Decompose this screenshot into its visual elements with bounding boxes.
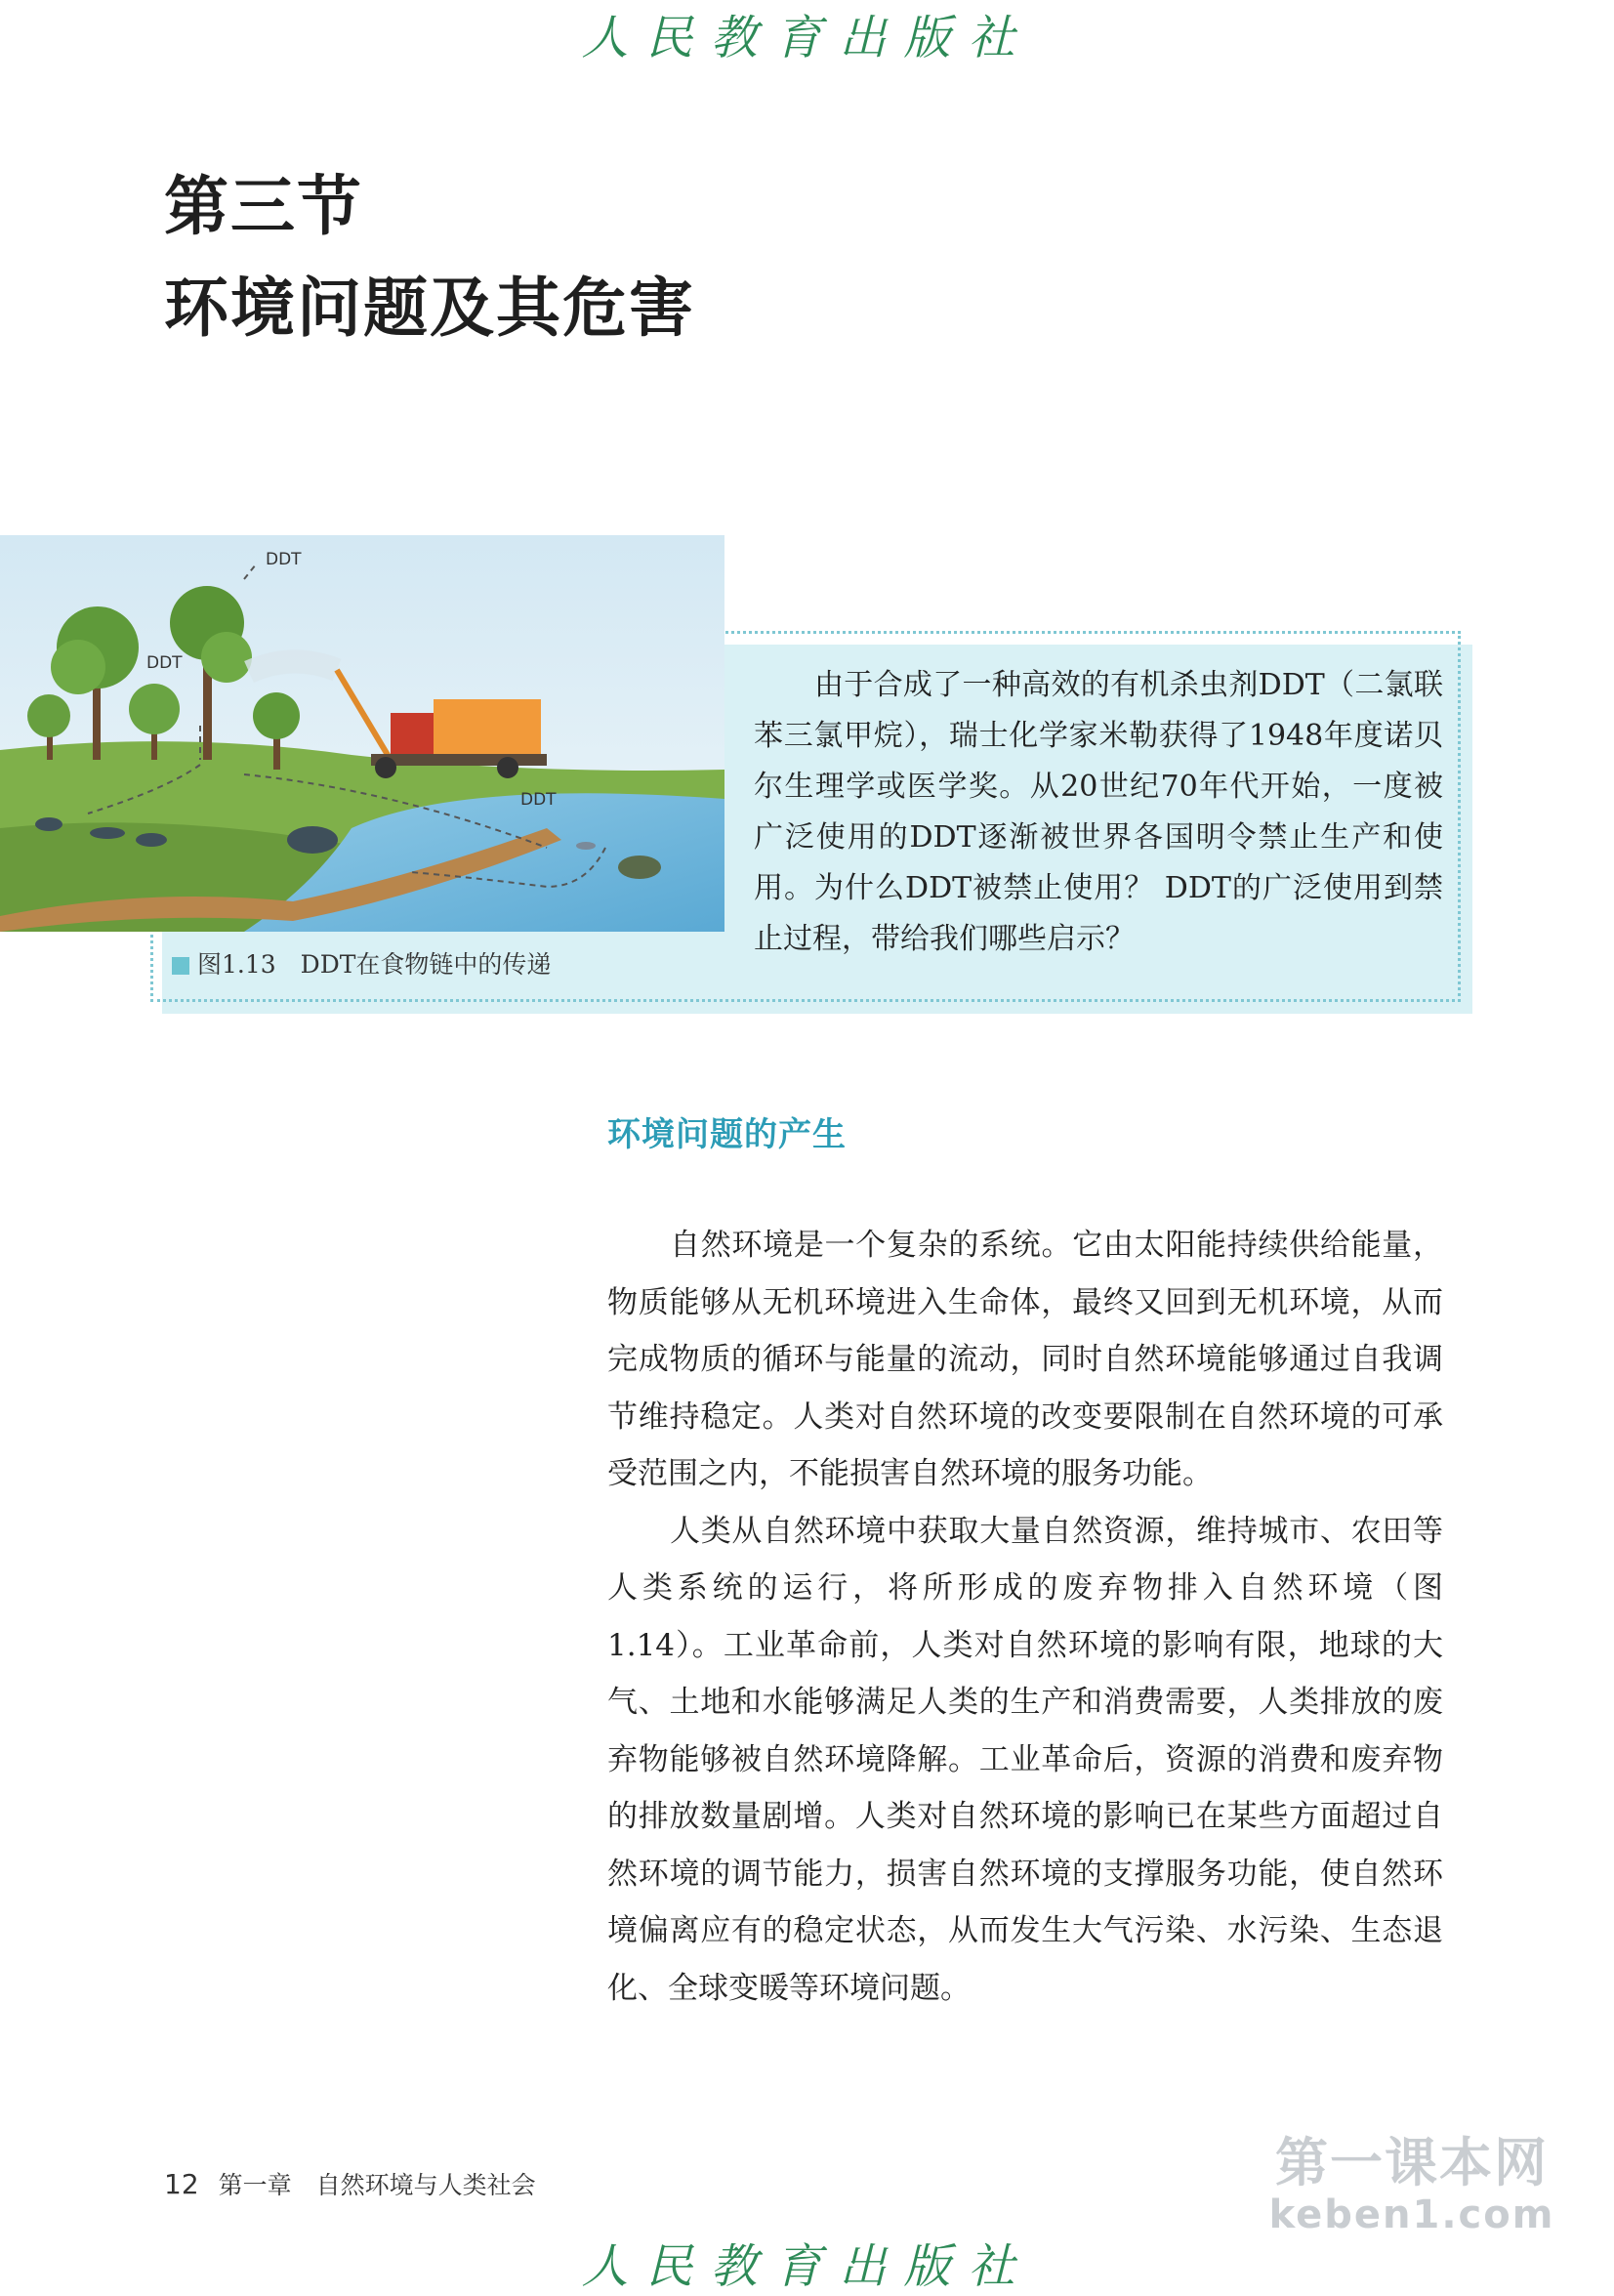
publisher-footer-mark: 人民教育出版社: [581, 2239, 1033, 2294]
section-title: 环境问题及其危害: [164, 270, 695, 346]
watermark-line2: keben1.com: [1268, 2192, 1555, 2237]
ddt-label-right: DDT: [520, 790, 557, 810]
caption-square-icon: [172, 957, 189, 975]
watermark-line1: 第一课本网: [1275, 2132, 1549, 2193]
body-text: [607, 1217, 1443, 2017]
paragraph-1: 自然环境是一个复杂的系统。它由太阳能持续供给能量，物质能够从无机环境进入生命体，最终又回到无机环境，从而完成物质的循环与能量的流动，同时自然环境能够通过自我调节维持稳定。人类对自然环境的改变要限制在自然环境的可承受范围之内，不能损害自然环境的服务功能。: [607, 1228, 1443, 1491]
ddt-label-top: DDT: [266, 550, 302, 569]
intro-box-text: 由于合成了一种高效的有机杀虫剂DDT（二氯联苯三氯甲烷），瑞士化学家米勒获得了1948年度诺贝尔生理学或医学奖。从20世纪70年代开始，一度被广泛使用的DDT逐渐被世界各国明令禁止生产和使用。为什么DDT被禁止使用？ DDT的广泛使用到禁止过程，带给我们哪些启示？: [754, 668, 1443, 956]
page-number: 12: [164, 2168, 199, 2200]
figure-caption: [172, 945, 551, 981]
paragraph-2: 人类从自然环境中获取大量自然资源，维持城市、农田等人类系统的运行，将所形成的废弃物排入自然环境（图1.14）。工业革命前，人类对自然环境的影响有限，地球的大气、土地和水能够满足人类的生产和消费需要，人类排放的废弃物能够被自然环境降解。工业革命后，资源的消费和废弃物的排放数量剧增。人类对自然环境的影响已在某些方面超过自然环境的调节能力，损害自然环境的支撑服务功能，使自然环境偏离应有的稳定状态，从而发生大气污染、水污染、生态退化、全球变暖等环境问题。: [607, 1513, 1443, 2006]
watermark: [1265, 2121, 1558, 2237]
page-footer: [164, 2166, 536, 2201]
chapter-title: 第一章 自然环境与人类社会: [218, 2171, 536, 2199]
figure-caption-text: 图1.13 DDT在食物链中的传递: [197, 950, 552, 979]
ddt-label-left: DDT: [146, 653, 183, 673]
subheading: 环境问题的产生: [607, 1115, 847, 1154]
ddt-food-chain-illustration: [0, 535, 724, 932]
publisher-header-mark: 人民教育出版社: [581, 11, 1033, 65]
section-number: 第三节: [164, 168, 363, 244]
